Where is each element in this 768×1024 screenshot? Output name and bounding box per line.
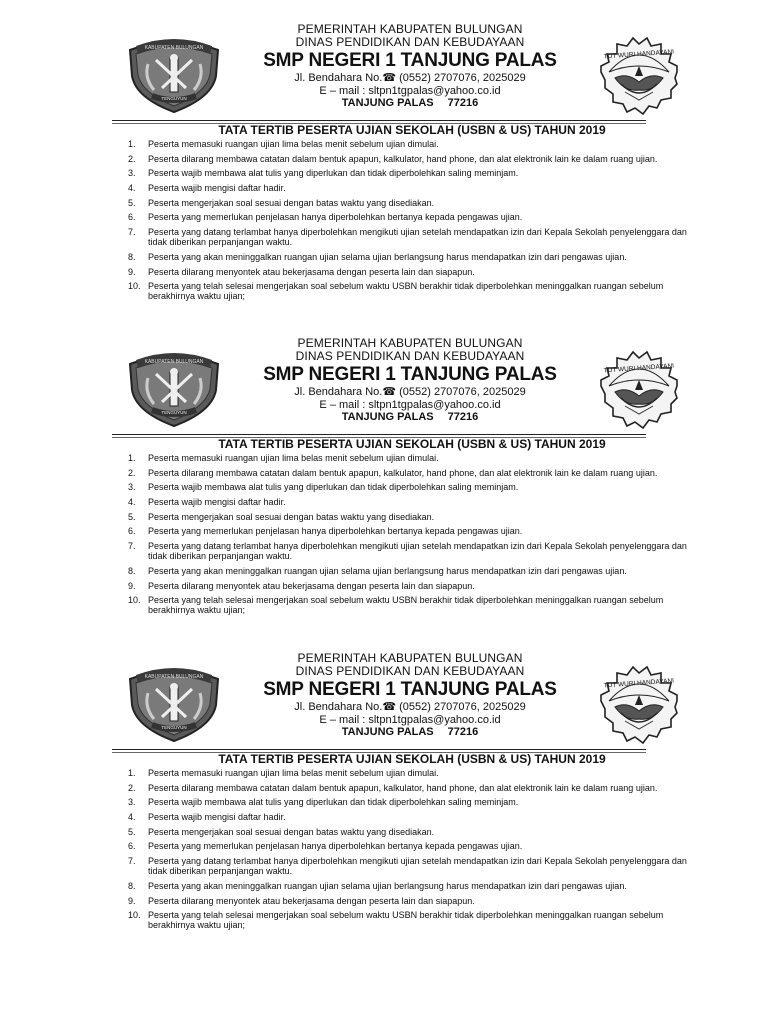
rule-item	[118, 227, 718, 247]
rule-item	[118, 566, 718, 576]
rule-text: Peserta dilarang membawa catatan dalam bentuk apapun, kalkulator, hand phone, dan alat elektronik lain ke dalam ruang ujian.	[148, 782, 658, 793]
address-text: Jl. Bendahara No.	[294, 701, 383, 713]
rule-number: 6.	[128, 526, 136, 537]
header-rule	[112, 120, 646, 121]
tut-wuri-handayani-icon	[595, 661, 682, 745]
phone-icon: ☎	[382, 701, 397, 713]
notice-block-3	[0, 637, 768, 952]
government-name: PEMERINTAH KABUPATEN BULUNGAN	[297, 22, 523, 36]
kabupaten-emblem-icon	[126, 344, 222, 428]
rule-item	[118, 797, 718, 807]
rule-item	[118, 154, 718, 164]
rule-number: 5.	[128, 826, 136, 837]
rule-text: Peserta wajib mengisi daftar hadir.	[148, 812, 286, 823]
rule-number: 5.	[128, 511, 136, 522]
rule-text: Peserta yang datang terlambat hanya diperbolehkan mengikuti ujian setelah mendapatkan izin dari Kepala Sekolah penyelenggara dan tidak diberikan perpanjangan waktu.	[148, 227, 687, 248]
rule-item	[118, 812, 718, 822]
rule-text: Peserta yang datang terlambat hanya diperbolehkan mengikuti ujian setelah mendapatkan izin dari Kepala Sekolah penyelenggara dan tidak diberikan perpanjangan waktu.	[148, 856, 687, 877]
rule-item	[118, 198, 718, 208]
postal-code: 77216	[447, 726, 479, 738]
rule-number: 8.	[128, 565, 136, 576]
rule-item	[118, 856, 718, 876]
rule-text: Peserta wajib membawa alat tulis yang diperlukan dan tidak diperbolehkan saling meminjam.	[148, 482, 519, 493]
rule-text: Peserta memasuki ruangan ujian lima belas menit sebelum ujian dimulai.	[148, 453, 439, 463]
rule-text: Peserta yang telah selesai mengerjakan soal sebelum waktu USBN berakhir tidak diperbolehkan meninggalkan ruangan sebelum berakhirnya waktu ujian;	[148, 910, 664, 931]
address-text: Jl. Bendahara No.	[294, 386, 383, 398]
rule-item	[118, 512, 718, 522]
rule-item	[118, 881, 718, 891]
department-name: DINAS PENDIDIKAN DAN KEBUDAYAAN	[295, 664, 525, 678]
rule-number: 10.	[128, 281, 141, 292]
rule-item	[118, 139, 718, 149]
city-line	[240, 97, 580, 110]
rule-item	[118, 183, 718, 193]
rule-item	[118, 482, 718, 492]
government-name: PEMERINTAH KABUPATEN BULUNGAN	[297, 336, 523, 350]
address-line	[240, 386, 580, 399]
rule-number: 7.	[128, 856, 136, 867]
rule-item	[118, 841, 718, 851]
rule-text: Peserta mengerjakan soal sesuai dengan batas waktu yang disediakan.	[148, 511, 435, 522]
rule-item	[118, 783, 718, 793]
rule-text: Peserta yang telah selesai mengerjakan soal sebelum waktu USBN berakhir tidak diperbolehkan meninggalkan ruangan sebelum berakhirnya waktu ujian;	[148, 281, 664, 302]
tut-wuri-handayani-icon	[595, 346, 682, 430]
letterhead	[240, 23, 580, 110]
kabupaten-emblem-icon	[126, 30, 222, 114]
phone-numbers: (0552) 2707076, 2025029	[399, 72, 526, 84]
letterhead	[240, 337, 580, 424]
rule-item	[118, 267, 718, 277]
svg-text:TENGUYUN: TENGUYUN	[161, 96, 187, 101]
rule-text: Peserta yang memerlukan penjelasan hanya diperbolehkan bertanya kepada pengawas ujian.	[148, 212, 523, 223]
rule-text: Peserta mengerjakan soal sesuai dengan batas waktu yang disediakan.	[148, 197, 435, 208]
rule-number: 8.	[128, 251, 136, 262]
rules-list	[118, 768, 718, 935]
postal-code: 77216	[447, 97, 479, 109]
rule-text: Peserta dilarang menyontek atau bekerjasama dengan peserta lain dan siapapun.	[148, 266, 475, 277]
rule-item	[118, 168, 718, 178]
rule-number: 8.	[128, 880, 136, 891]
rule-number: 3.	[128, 797, 136, 808]
rule-text: Peserta wajib membawa alat tulis yang diperlukan dan tidak diperbolehkan saling meminjam.	[148, 797, 519, 808]
rule-number: 2.	[128, 153, 136, 164]
svg-text:TENGUYUN: TENGUYUN	[161, 410, 187, 415]
rule-text: Peserta yang memerlukan penjelasan hanya diperbolehkan bertanya kepada pengawas ujian.	[148, 526, 523, 537]
rule-number: 9.	[128, 266, 136, 277]
rule-number: 10.	[128, 910, 141, 921]
rule-item	[118, 526, 718, 536]
rules-list	[118, 453, 718, 620]
rule-text: Peserta dilarang menyontek atau bekerjasama dengan peserta lain dan siapapun.	[148, 895, 475, 906]
rule-text: Peserta yang telah selesai mengerjakan soal sebelum waktu USBN berakhir tidak diperbolehkan meninggalkan ruangan sebelum berakhirnya waktu ujian;	[148, 595, 664, 616]
email-line: E – mail : sltpn1tgpalas@yahoo.co.id	[319, 713, 501, 726]
city-line	[240, 726, 580, 739]
rule-text: Peserta dilarang menyontek atau bekerjasama dengan peserta lain dan siapapun.	[148, 580, 475, 591]
email-line: E – mail : sltpn1tgpalas@yahoo.co.id	[319, 84, 501, 97]
header-rule	[112, 749, 646, 750]
address-text: Jl. Bendahara No.	[294, 72, 383, 84]
rule-number: 9.	[128, 580, 136, 591]
rule-number: 1.	[128, 768, 136, 778]
phone-icon: ☎	[382, 386, 397, 398]
rule-text: Peserta mengerjakan soal sesuai dengan batas waktu yang disediakan.	[148, 826, 435, 837]
rule-number: 4.	[128, 183, 136, 194]
svg-text:TUT WURI HANDAYANI: TUT WURI HANDAYANI	[603, 48, 675, 61]
letterhead	[240, 652, 580, 739]
government-name: PEMERINTAH KABUPATEN BULUNGAN	[297, 651, 523, 665]
rule-item	[118, 281, 718, 301]
rule-number: 1.	[128, 453, 136, 463]
svg-text:TUT WURI HANDAYANI: TUT WURI HANDAYANI	[603, 677, 675, 690]
rule-text: Peserta yang akan meninggalkan ruangan ujian selama ujian berlangsung harus mendapatkan izin dari pengawas ujian.	[148, 880, 627, 891]
notice-block-1	[0, 8, 768, 323]
kabupaten-emblem-icon	[126, 659, 222, 743]
rule-number: 1.	[128, 139, 136, 149]
document-title: TATA TERTIB PESERTA UJIAN SEKOLAH (USBN & US) TAHUN 2019	[218, 123, 606, 137]
svg-text:TENGUYUN: TENGUYUN	[161, 725, 187, 730]
rule-text: Peserta memasuki ruangan ujian lima belas menit sebelum ujian dimulai.	[148, 768, 439, 778]
rule-text: Peserta yang akan meninggalkan ruangan ujian selama ujian berlangsung harus mendapatkan izin dari pengawas ujian.	[148, 565, 627, 576]
rule-text: Peserta dilarang membawa catatan dalam bentuk apapun, kalkulator, hand phone, dan alat elektronik lain ke dalam ruang ujian.	[148, 153, 658, 164]
rule-item	[118, 541, 718, 561]
rule-number: 2.	[128, 782, 136, 793]
rule-item	[118, 252, 718, 262]
rule-number: 6.	[128, 212, 136, 223]
rule-text: Peserta dilarang membawa catatan dalam bentuk apapun, kalkulator, hand phone, dan alat elektronik lain ke dalam ruang ujian.	[148, 467, 658, 478]
phone-numbers: (0552) 2707076, 2025029	[399, 386, 526, 398]
rules-list	[118, 139, 718, 306]
rule-number: 2.	[128, 467, 136, 478]
rule-text: Peserta yang datang terlambat hanya diperbolehkan mengikuti ujian setelah mendapatkan izin dari Kepala Sekolah penyelenggara dan tidak diberikan perpanjangan waktu.	[148, 541, 687, 562]
rule-text: Peserta wajib membawa alat tulis yang diperlukan dan tidak diperbolehkan saling meminjam.	[148, 168, 519, 179]
department-name: DINAS PENDIDIKAN DAN KEBUDAYAAN	[295, 35, 525, 49]
rule-number: 10.	[128, 595, 141, 606]
rule-number: 4.	[128, 812, 136, 823]
notice-block-2	[0, 322, 768, 637]
rule-text: Peserta yang memerlukan penjelasan hanya diperbolehkan bertanya kepada pengawas ujian.	[148, 841, 523, 852]
rule-number: 3.	[128, 482, 136, 493]
rule-item	[118, 453, 718, 463]
rule-item	[118, 768, 718, 778]
rule-number: 6.	[128, 841, 136, 852]
rule-item	[118, 497, 718, 507]
document-title: TATA TERTIB PESERTA UJIAN SEKOLAH (USBN & US) TAHUN 2019	[218, 752, 606, 766]
email-line: E – mail : sltpn1tgpalas@yahoo.co.id	[319, 398, 501, 411]
city-name: TANJUNG PALAS	[341, 97, 434, 109]
rule-number: 3.	[128, 168, 136, 179]
school-name: SMP NEGERI 1 TANJUNG PALAS	[263, 50, 557, 71]
rule-item	[118, 468, 718, 478]
document-title: TATA TERTIB PESERTA UJIAN SEKOLAH (USBN & US) TAHUN 2019	[218, 437, 606, 451]
rule-item	[118, 595, 718, 615]
tut-wuri-handayani-icon	[595, 32, 682, 116]
rule-item	[118, 896, 718, 906]
city-name: TANJUNG PALAS	[341, 726, 434, 738]
rule-text: Peserta memasuki ruangan ujian lima belas menit sebelum ujian dimulai.	[148, 139, 439, 149]
postal-code: 77216	[447, 411, 479, 423]
rule-text: Peserta yang akan meninggalkan ruangan ujian selama ujian berlangsung harus mendapatkan izin dari pengawas ujian.	[148, 251, 627, 262]
rule-item	[118, 581, 718, 591]
rule-text: Peserta wajib mengisi daftar hadir.	[148, 497, 286, 508]
city-line	[240, 411, 580, 424]
svg-text:TUT WURI HANDAYANI: TUT WURI HANDAYANI	[603, 362, 675, 375]
svg-text:KABUPATEN BULUNGAN: KABUPATEN BULUNGAN	[144, 674, 204, 680]
department-name: DINAS PENDIDIKAN DAN KEBUDAYAAN	[295, 349, 525, 363]
address-line	[240, 701, 580, 714]
rule-number: 5.	[128, 197, 136, 208]
rule-number: 7.	[128, 227, 136, 238]
phone-icon: ☎	[382, 72, 397, 84]
rule-number: 4.	[128, 497, 136, 508]
school-name: SMP NEGERI 1 TANJUNG PALAS	[263, 364, 557, 385]
svg-text:KABUPATEN BULUNGAN: KABUPATEN BULUNGAN	[144, 45, 204, 51]
rule-number: 7.	[128, 541, 136, 552]
school-name: SMP NEGERI 1 TANJUNG PALAS	[263, 679, 557, 700]
rule-number: 9.	[128, 895, 136, 906]
rule-item	[118, 212, 718, 222]
rule-item	[118, 827, 718, 837]
address-line	[240, 72, 580, 85]
phone-numbers: (0552) 2707076, 2025029	[399, 701, 526, 713]
header-rule	[112, 434, 646, 435]
city-name: TANJUNG PALAS	[341, 411, 434, 423]
rule-item	[118, 910, 718, 930]
svg-text:KABUPATEN BULUNGAN: KABUPATEN BULUNGAN	[144, 359, 204, 365]
rule-text: Peserta wajib mengisi daftar hadir.	[148, 183, 286, 194]
